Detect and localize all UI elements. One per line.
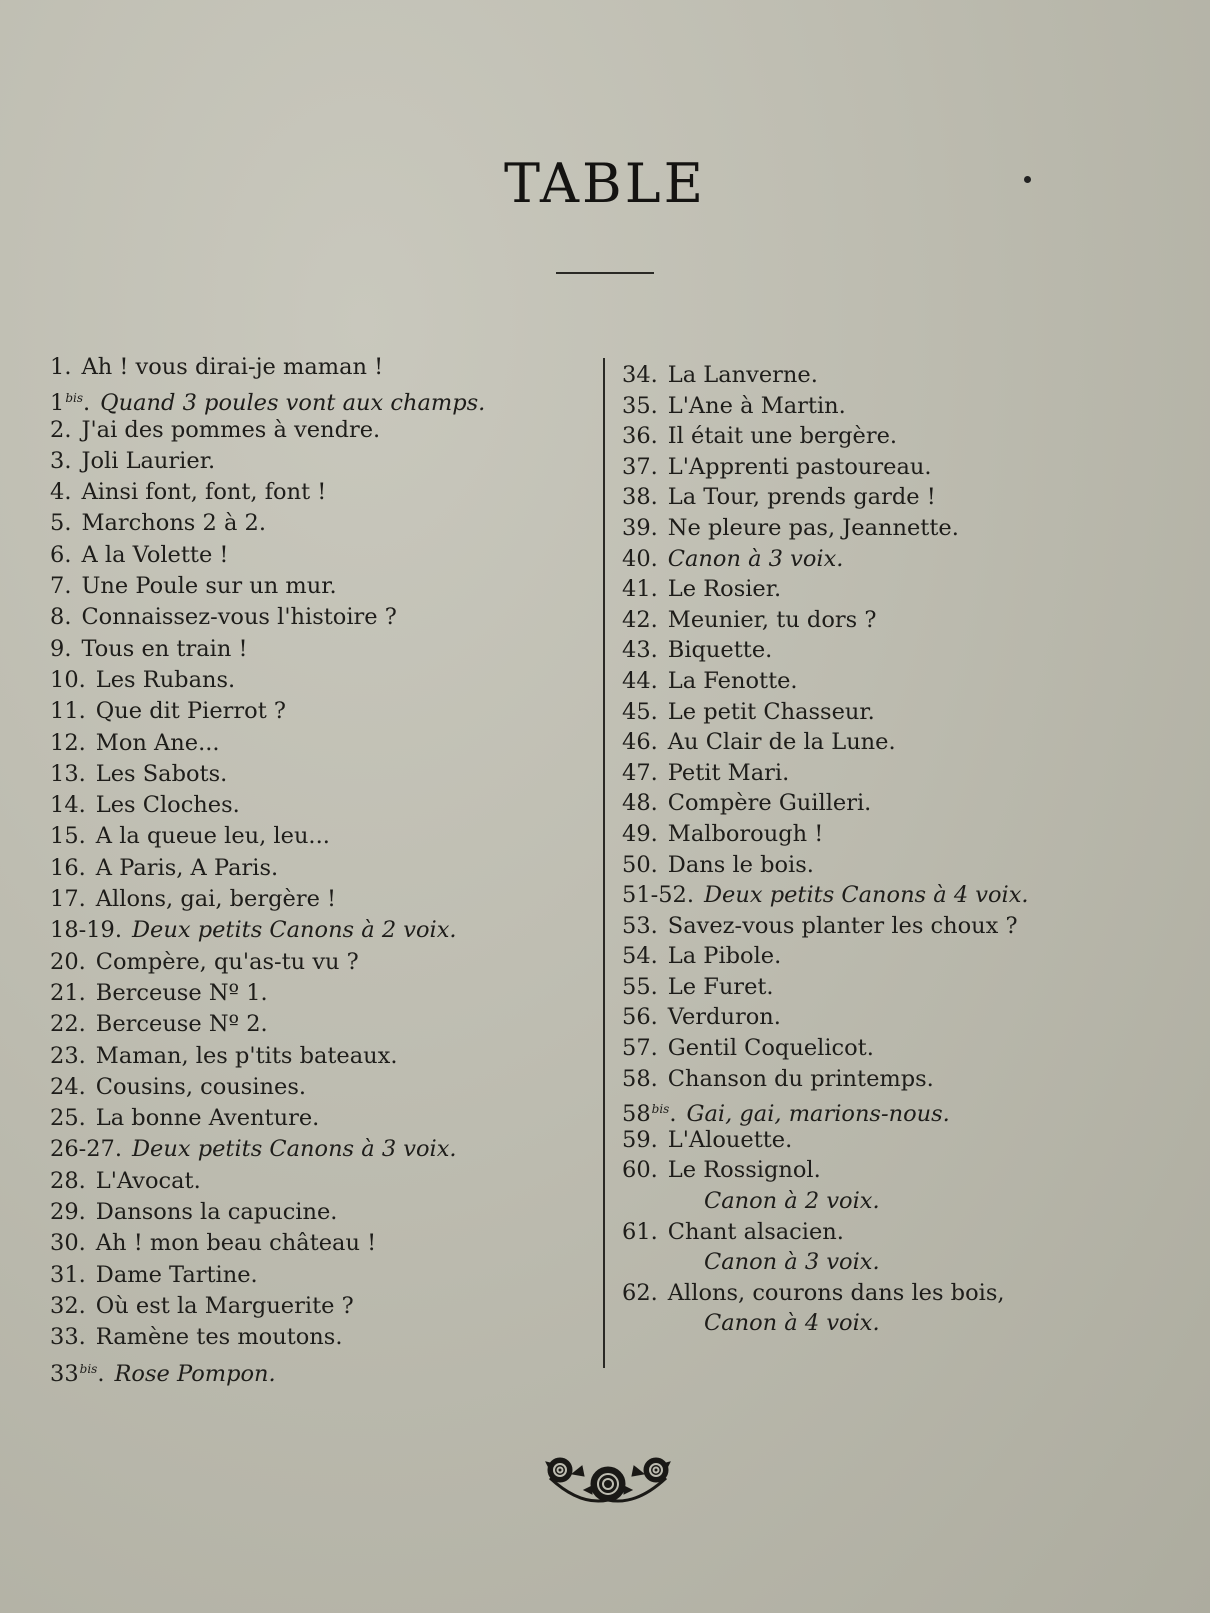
toc-entry [50,1041,590,1072]
toc-entry [622,1155,1182,1186]
toc-entry [50,1134,590,1165]
entry-title: Une Poule sur un mur. [81,573,337,600]
toc-entry [50,352,590,383]
toc-entry [622,1033,1182,1064]
entry-number: 60. [622,1157,658,1184]
entry-title: Berceuse Nº 2. [95,1011,268,1038]
entry-number: 1. [50,354,72,380]
toc-entry [50,947,590,978]
entry-number: 36. [622,423,658,450]
entry-title: Allons, courons dans les bois, [667,1279,1005,1306]
column-divider [603,358,605,1368]
toc-entry [50,821,590,852]
entry-title: A Paris, A Paris. [95,854,279,881]
entry-number: 28. [50,1167,86,1194]
toc-entry [50,696,590,727]
entry-number: 31. [50,1261,86,1288]
entry-title: Canon à 3 voix. [704,1249,880,1276]
entry-title: Chanson du printemps. [667,1065,934,1092]
entry-title: Compère Guilleri. [667,790,872,817]
entry-number: 26-27. [50,1136,123,1163]
entry-title: Au Clair de la Lune. [667,729,896,756]
entry-title: Canon à 4 voix. [704,1310,880,1337]
toc-entry [622,880,1182,911]
entry-title: Connaissez-vous l'histoire ? [81,604,397,631]
toc-entry [50,1354,590,1385]
toc-entry [622,1278,1182,1309]
entry-number: 2. [50,416,72,443]
entry-number: 25. [50,1105,86,1132]
entry-title: J'ai des pommes à vendre. [81,416,381,443]
entry-title: Ainsi font, font, font ! [81,479,327,506]
entry-number: 18-19. [50,917,123,944]
entry-title: Que dit Pierrot ? [95,698,286,725]
entry-title: Ramène tes moutons. [95,1324,343,1351]
toc-entry [622,1002,1182,1033]
entry-number: 40. [622,545,658,572]
toc-entry [622,421,1182,452]
bis-superscript: bis [65,391,84,406]
entry-number: 53. [622,912,658,939]
toc-entry [622,850,1182,881]
entry-number: 58. [622,1065,658,1092]
entry-number: 41. [622,576,658,603]
entry-number: 51-52. [622,882,695,909]
entry-title: Deux petits Canons à 4 voix. [704,882,1029,909]
entry-title: Ah ! mon beau château ! [95,1230,377,1257]
entry-number: 11. [50,698,86,725]
entry-title: Savez-vous planter les choux ? [667,912,1018,939]
entry-title: Dans le bois. [667,851,814,878]
entry-number: 48. [622,790,658,817]
entry-number: 37. [622,453,658,480]
entry-title: Compère, qu'as-tu vu ? [95,948,359,975]
entry-title: A la queue leu, leu... [95,823,330,850]
entry-number: 4. [50,479,72,506]
entry-number: 35. [622,392,658,419]
title-rule [556,272,654,274]
entry-number: 61. [622,1218,658,1245]
entry-number: 57. [622,1035,658,1062]
entry-number: 62. [622,1279,658,1306]
entry-number: $58^{bis}$. [622,1101,677,1128]
entry-number: 45. [622,698,658,725]
entry-title: Maman, les p'tits bateaux. [95,1042,398,1069]
entry-title: La Pibole. [667,943,782,970]
toc-entry [50,978,590,1009]
entry-title: Où est la Marguerite ? [95,1292,354,1319]
toc-entry [622,758,1182,789]
toc-entry [622,1308,1182,1339]
entry-title: La Fenotte. [667,667,798,694]
entry-number: 43. [622,637,658,664]
entry-number: 50. [622,851,658,878]
entry-number: 15. [50,823,86,850]
entry-title: Les Cloches. [95,792,240,819]
toc-entry [622,697,1182,728]
toc-entry [622,911,1182,942]
entry-title: Il était une bergère. [667,423,898,450]
entry-title: Gai, gai, marions-nous. [686,1101,950,1128]
toc-entry [622,482,1182,513]
entry-number: 49. [622,820,658,847]
entry-title: Canon à 3 voix. [667,545,844,572]
entry-number: 3. [50,447,72,474]
entry-title: Les Rubans. [95,666,236,693]
entry-number: 32. [50,1292,86,1319]
toc-entry [622,1064,1182,1095]
entry-title: Meunier, tu dors ? [667,606,877,633]
entry-title: L'Alouette. [667,1126,793,1153]
entry-number: $1^{bis}$. [50,390,91,417]
entry-number: 24. [50,1073,86,1100]
entry-number: 12. [50,729,86,756]
toc-entry [50,728,590,759]
entry-title: Quand 3 poules vont aux champs. [100,390,486,417]
entry-title: Deux petits Canons à 3 voix. [132,1136,457,1163]
toc-entry [622,941,1182,972]
entry-title: Deux petits Canons à 2 voix. [132,917,457,944]
entry-title: Cousins, cousines. [95,1073,307,1100]
entry-title: La bonne Aventure. [95,1105,320,1132]
entry-number: 14. [50,792,86,819]
left-column [50,352,590,1385]
entry-number: 21. [50,979,86,1006]
entry-title: Dame Tartine. [95,1261,258,1288]
entry-title: Allons, gai, bergère ! [95,886,337,913]
toc-entry [622,819,1182,850]
entry-number: 39. [622,514,658,541]
toc-entry [622,452,1182,483]
entry-number: 46. [622,729,658,756]
entry-number: 6. [50,541,72,568]
entry-title: L'Apprenti pastoureau. [667,453,932,480]
entry-title: Berceuse Nº 1. [95,979,268,1006]
toc-entry [622,574,1182,605]
entry-number: 42. [622,606,658,633]
toc-entry [50,508,590,539]
toc-entry [50,1072,590,1103]
entry-number: 22. [50,1011,86,1038]
toc-entry [622,1186,1182,1217]
entry-number: 16. [50,854,86,881]
entry-title: L'Ane à Martin. [667,392,846,419]
toc-entry [622,972,1182,1003]
toc-entry [50,1166,590,1197]
toc-entry [50,1260,590,1291]
right-column [622,360,1182,1339]
entry-number: 10. [50,666,86,693]
toc-entry [50,540,590,571]
toc-entry [622,727,1182,758]
toc-entry [50,634,590,665]
rose-garland-icon [540,1448,676,1508]
entry-title: Biquette. [667,637,773,664]
bis-superscript: bis [79,1361,98,1376]
toc-entry [50,1197,590,1228]
toc-entry [622,360,1182,391]
toc-entry [622,544,1182,575]
entry-number: $33^{bis}$. [50,1360,105,1387]
entry-number: 29. [50,1199,86,1226]
toc-entry [622,788,1182,819]
entry-number: 9. [50,635,72,662]
entry-title: Ah ! vous dirai-je maman ! [81,354,384,380]
toc-entry [50,415,590,446]
entry-title: Marchons 2 à 2. [81,510,267,537]
entry-title: Mon Ane... [95,729,220,756]
toc-entry [50,759,590,790]
entry-title: Canon à 2 voix. [704,1188,880,1215]
toc-entry [622,513,1182,544]
entry-title: Verduron. [667,1004,781,1031]
toc-entry [50,1322,590,1353]
toc-entry [50,1228,590,1259]
toc-entry [50,915,590,946]
entry-title: Petit Mari. [667,759,790,786]
entry-number: 44. [622,667,658,694]
toc-entry [50,1009,590,1040]
entry-title: Chant alsacien. [667,1218,844,1245]
entry-number: 30. [50,1230,86,1257]
entry-title: Tous en train ! [81,635,248,662]
toc-entry [50,665,590,696]
toc-entry [50,571,590,602]
entry-number: 54. [622,943,658,970]
entry-number: 47. [622,759,658,786]
toc-entry [50,446,590,477]
entry-title: Le Furet. [667,973,774,1000]
entry-number: 5. [50,510,72,537]
entry-title: Le Rossignol. [667,1157,821,1184]
toc-entry [50,1291,590,1322]
toc-entry [622,1217,1182,1248]
entry-title: Le petit Chasseur. [667,698,875,725]
toc-entry [50,602,590,633]
entry-number: 7. [50,573,72,600]
toc-entry [622,1125,1182,1156]
entry-number: 56. [622,1004,658,1031]
toc-entry [622,635,1182,666]
entry-number: 17. [50,886,86,913]
entry-number: 33. [50,1324,86,1351]
entry-title: A la Volette ! [81,541,229,568]
toc-entry [50,477,590,508]
entry-number: 8. [50,604,72,631]
entry-title: Dansons la capucine. [95,1199,338,1226]
toc-entry [622,1094,1182,1128]
entry-number: 20. [50,948,86,975]
entry-title: Malborough ! [667,820,824,847]
entry-title: Ne pleure pas, Jeannette. [667,514,959,541]
entry-title: Gentil Coquelicot. [667,1035,874,1062]
page-title: TABLE [503,152,707,215]
entry-title: Les Sabots. [95,760,228,787]
entry-number: 23. [50,1042,86,1069]
toc-entry [50,1103,590,1134]
entry-number: 55. [622,973,658,1000]
toc-entry [50,884,590,915]
entry-number: 38. [622,484,658,511]
entry-number: 59. [622,1126,658,1153]
entry-title: La Lanverne. [667,362,818,388]
entry-title: Joli Laurier. [81,447,216,474]
toc-entry [50,383,590,417]
toc-entry [50,853,590,884]
toc-entry [622,666,1182,697]
entry-number: 34. [622,362,658,388]
toc-entry [50,790,590,821]
entry-title: Rose Pompon. [114,1360,276,1387]
toc-entry [622,605,1182,636]
toc-entry [622,1247,1182,1278]
bis-superscript: bis [651,1102,670,1117]
entry-number: 13. [50,760,86,787]
toc-entry [622,391,1182,422]
entry-title: La Tour, prends garde ! [667,484,936,511]
entry-title: L'Avocat. [95,1167,201,1194]
entry-title: Le Rosier. [667,576,782,603]
